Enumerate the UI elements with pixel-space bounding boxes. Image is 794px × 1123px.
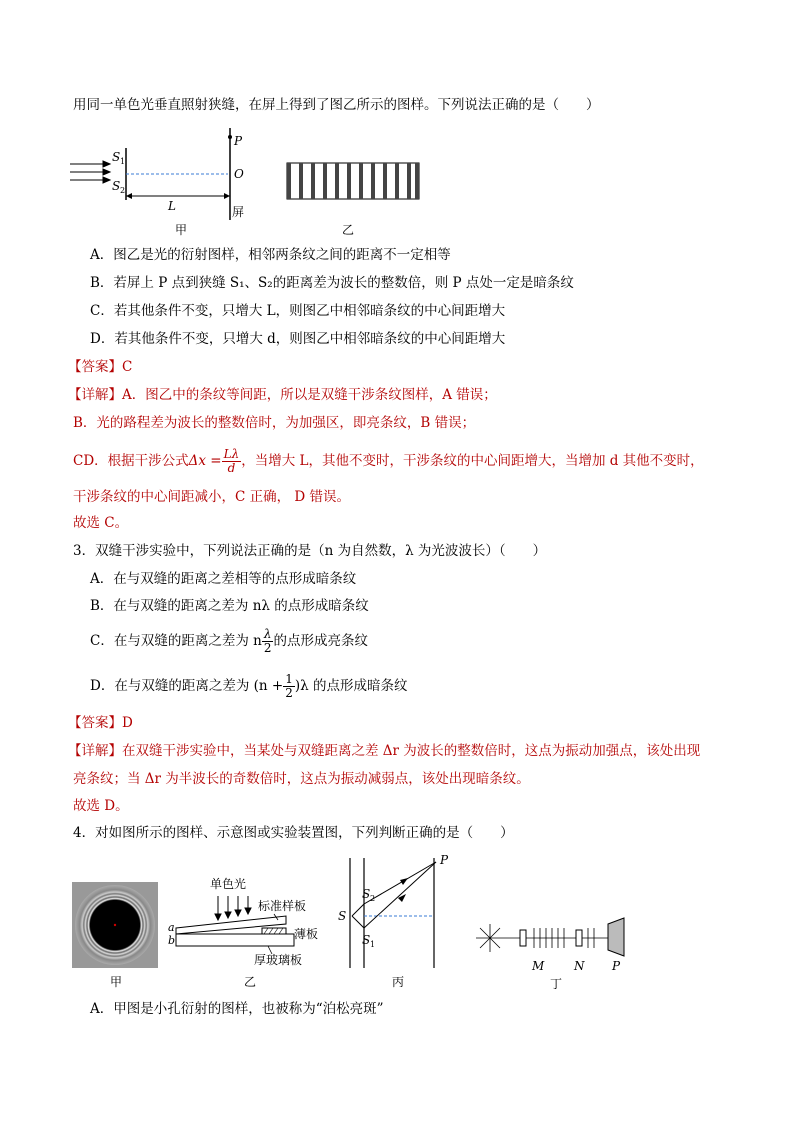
formula-lhs: Δx = bbox=[188, 453, 222, 469]
detail-3-pre: CD．根据干涉公式 bbox=[73, 453, 189, 469]
bing-s-label: S bbox=[338, 909, 347, 923]
q2-figure-jia bbox=[68, 128, 258, 238]
q2-option-c: C．若其他条件不变，只增大 L，则图乙中相邻暗条纹的中心间距增大 bbox=[90, 303, 506, 319]
yi-thin-label: 薄板 bbox=[294, 927, 319, 941]
opt-d-pre: D．在与双缝的距离之差为 (n + bbox=[90, 678, 284, 694]
q2-option-b: B．若屏上 P 点到狭缝 S₁、S₂的距离差为波长的整数倍，则 P 点处一定是暗条纹 bbox=[90, 275, 574, 291]
bing-p-label: P bbox=[440, 853, 449, 867]
answer-tag: 【答案】 bbox=[68, 715, 122, 731]
q2-stem: 用同一单色光垂直照射狭缝，在屏上得到了图乙所示的图样。下列说法正确的是（ ） bbox=[73, 97, 600, 113]
detail-tag: 【详解】 bbox=[68, 743, 122, 759]
yi-glass-label: 厚玻璃板 bbox=[254, 953, 303, 967]
formula-den: d bbox=[227, 461, 236, 475]
q4-stem: 4．对如图所示的图样、示意图或实验装置图，下列判断正确的是（ ） bbox=[73, 825, 514, 841]
q4-figure-bing bbox=[336, 852, 452, 990]
opt-c-post: 的点形成亮条纹 bbox=[273, 633, 368, 649]
detail-tag: 【详解】 bbox=[68, 387, 122, 403]
q3-stem: 3．双缝干涉实验中，下列说法正确的是（n 为自然数，λ 为光波波长）（ ） bbox=[73, 543, 547, 559]
q2-detail-line-2: B．光的路程差为波长的整数倍时，为加强区，即亮条纹，B 错误； bbox=[73, 415, 476, 431]
ding-n-label: N bbox=[574, 959, 585, 973]
formula-fraction bbox=[222, 448, 242, 475]
q3-option-d bbox=[90, 669, 407, 703]
formula-num: Lλ bbox=[223, 447, 240, 461]
opt-d-post: )λ 的点形成暗条纹 bbox=[294, 678, 408, 694]
opt-d-fraction bbox=[283, 673, 295, 700]
o-label: O bbox=[234, 167, 244, 181]
q3-detail-line-1 bbox=[68, 742, 700, 760]
q2-option-d: D．若其他条件不变，只增大 d，则图乙中相邻暗条纹的中心间距增大 bbox=[90, 331, 506, 347]
yi-a-label: a bbox=[168, 921, 175, 934]
s1-sub: 1 bbox=[120, 157, 126, 166]
bing-label: 丙 bbox=[392, 975, 405, 989]
q3-option-c bbox=[90, 624, 368, 658]
yi-light-label: 单色光 bbox=[210, 877, 247, 891]
opt-d-den: 2 bbox=[285, 686, 293, 700]
yi-std-label: 标准样板 bbox=[258, 899, 307, 913]
opt-c-fraction bbox=[262, 628, 274, 655]
q2-option-a: A．图乙是光的衍射图样，相邻两条纹之间的距离不一定相等 bbox=[90, 247, 451, 263]
yi-label: 乙 bbox=[244, 975, 257, 989]
q4-figure-yi bbox=[168, 874, 320, 990]
opt-d-num: 1 bbox=[285, 672, 293, 686]
q3-answer bbox=[68, 714, 133, 732]
detail-text: 在双缝干涉实验中，当某处与双缝距离之差 Δr 为波长的整数倍时，这点为振动加强点，该处出现 bbox=[122, 743, 701, 759]
l-label: L bbox=[168, 199, 176, 213]
opt-c-num: λ bbox=[262, 628, 274, 642]
s1-label: S bbox=[112, 150, 121, 164]
bing-s1-label: S bbox=[362, 933, 371, 947]
q3-option-a: A．在与双缝的距离之差相等的点形成暗条纹 bbox=[90, 571, 357, 587]
q2-answer bbox=[68, 358, 132, 376]
q3-option-b: B．在与双缝的距离之差为 nλ 的点形成暗条纹 bbox=[90, 598, 369, 614]
yi-b-label: b bbox=[168, 934, 176, 947]
q4-figure-jia bbox=[72, 882, 162, 990]
answer-value: C bbox=[122, 359, 133, 375]
opt-c-den: 2 bbox=[263, 641, 272, 655]
q2-figure-yi bbox=[284, 160, 424, 238]
q4-figure-ding bbox=[470, 900, 630, 992]
q3-detail-line-2: 亮条纹；当 Δr 为半波长的奇数倍时，这点为振动减弱点，该处出现暗条纹。 bbox=[73, 771, 530, 787]
detail-text: A．图乙中的条纹等间距，所以是双缝干涉条纹图样，A 错误； bbox=[122, 387, 497, 403]
detail-3-post: ，当增大 L，其他不变时，干涉条纹的中心间距增大，当增加 d 其他不变时， bbox=[241, 453, 704, 469]
screen-label: 屏 bbox=[232, 205, 245, 219]
q2-detail-line-1 bbox=[68, 386, 497, 404]
answer-value: D bbox=[122, 715, 133, 731]
bing-s2-sub: 2 bbox=[370, 894, 376, 903]
jia-label: 甲 bbox=[110, 975, 123, 989]
ding-p-label: P bbox=[612, 959, 621, 973]
ding-label: 丁 bbox=[550, 977, 563, 991]
answer-tag: 【答案】 bbox=[68, 359, 122, 375]
bing-s2-label: S bbox=[362, 887, 371, 901]
opt-c-pre: C．在与双缝的距离之差为 n bbox=[90, 633, 262, 649]
q2-detail-line-3 bbox=[73, 444, 704, 478]
s2-label: S bbox=[112, 179, 121, 193]
s2-sub: 2 bbox=[120, 186, 126, 195]
q4-option-a: A．甲图是小孔衍射的图样，也被称为“泊松亮斑” bbox=[90, 1001, 384, 1017]
q2-detail-line-4: 干涉条纹的中心间距减小，C 正确， D 错误。 bbox=[73, 489, 351, 505]
q2-choose: 故选 C。 bbox=[73, 515, 129, 531]
ding-m-label: M bbox=[532, 959, 545, 973]
yi-label: 乙 bbox=[342, 223, 355, 237]
p-label: P bbox=[234, 134, 243, 148]
q3-choose: 故选 D。 bbox=[73, 798, 129, 814]
jia-label: 甲 bbox=[175, 223, 188, 237]
bing-s1-sub: 1 bbox=[370, 940, 376, 949]
